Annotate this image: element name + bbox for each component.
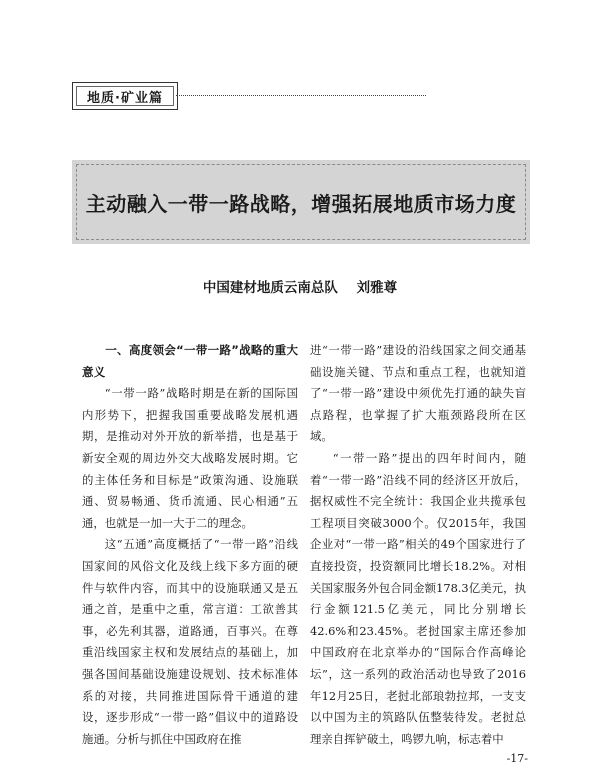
- article-title: 主动融入一带一路战略，增强拓展地质市场力度: [85, 191, 517, 216]
- section-tag-label: 地质·矿业篇: [87, 90, 163, 106]
- paragraph: “一带一路”战略时期是在新的国际国内形势下，把握我国重要战略发展机遇期，是推动对外开放的新举措，也是基于新安全观的周边外交大战略发展时期。它的主体任务和目标是“政策沟通、设施联通、贸易畅通、货币流通、民心相通”五通，也就是一加一大于二的理念。: [82, 386, 298, 530]
- paragraph: “一带一路”提出的四年时间内，随着“一带一路”沿线不同的经济区开放后，据权威性不完全统计：我国企业共揽承包工程项目突破3000个。仅2015年，我国企业对“一带一路”相关的49个国家进行了直接投资，投资额同比增长18.2%。对相关国家服务外包合同金额178.3亿美元，执行金额121.5亿美元，同比分别增长42.6%和23.45%。老挝国家主席还参加中国政府在北京举办的“国际合作高峰论坛”，这一系列的政治活动也导致了2016年12月25日，老挝北部琅勃拉邦，一支支以中国为主的筑路队伍整装待发。老挝总理亲自挥铲破土，鸣锣九响，标志着中: [310, 450, 526, 746]
- title-box: [72, 160, 530, 244]
- left-column: [82, 340, 298, 750]
- right-column: [310, 340, 526, 750]
- paragraph: 这“五通”高度概括了“一带一路”沿线国家间的风俗文化及线上线下多方面的硬件与软件内容，而其中的设施联通又是五通之首，是重中之重，常言道：工欲善其事，必先利其器，道路通，百事兴。在尊重沿线国家主权和发展结点的基础上，加强各国间基础设施建设规划、技术标准体系的对接，共同推进国际骨干通道的建设，逐步形成“一带一路”倡议中的道路设施通。分析与抓住中国政府在推: [82, 537, 298, 746]
- section-heading: 一、高度领会“一带一路”战略的重大意义: [82, 343, 298, 379]
- page-number: -17-: [506, 752, 528, 765]
- section-tag: [72, 82, 178, 110]
- author-byline: 中国建材地质云南总队 刘雅尊: [202, 280, 398, 296]
- paragraph: 进“一带一路”建设的沿线国家之间交通基础设施关键、节点和重点工程，也就知道了“一带一路”建设中须优先打通的缺失盲点路程，也掌握了扩大瓶颈路段所在区域。: [310, 343, 526, 444]
- dotted-rule: [176, 95, 426, 96]
